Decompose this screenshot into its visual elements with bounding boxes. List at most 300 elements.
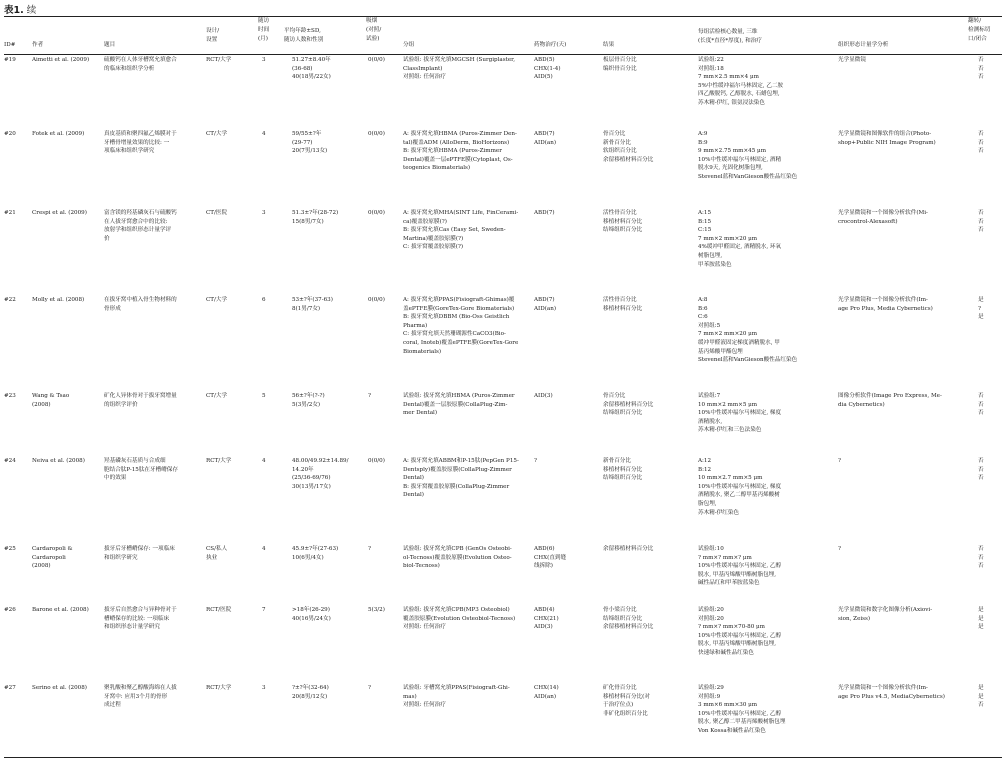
cell-smoking: 0(0/0) — [368, 297, 385, 303]
cell-group: mas) — [403, 693, 417, 700]
cell-topic: 聚乳酸和聚乙醇酸海绵在人拔 — [104, 685, 177, 691]
cell-id: #20 — [4, 131, 16, 137]
cell-sample: 5%中性缓冲福尔马林固定, 乙二胺 — [698, 82, 784, 89]
cell-topic: 价 — [104, 235, 110, 242]
cell-analysis: ? — [838, 458, 841, 464]
cell-sample: B:12 — [698, 466, 712, 473]
cell-blind: 否 — [978, 148, 984, 155]
cell-sample: 试验组:20 — [698, 607, 724, 613]
cell-result: 骨小梁百分比 — [603, 607, 637, 613]
cell-sample: 酒精脱水, — [698, 418, 723, 425]
cell-smoking: 5(3/2) — [368, 607, 385, 613]
cell-group: 对照组: 任何治疗 — [403, 74, 446, 81]
cell-topic: 胞结合肽P-15肽在牙槽嵴保存 — [104, 466, 178, 473]
cell-group: ca)覆盖胶原膜(?) — [403, 218, 447, 225]
cell-smoking: 0(0/0) — [368, 210, 385, 216]
column-header-blind: 口/闭合 — [968, 36, 987, 42]
cell-analysis: crocontrol-Alexasoft) — [838, 218, 898, 225]
cell-age: 45.9±?年(27-63) — [292, 546, 339, 552]
cell-drug: ABD(4) — [534, 607, 555, 613]
cell-author: Molly et al. (2008) — [32, 297, 85, 303]
cell-design: CT/大学 — [206, 131, 228, 137]
cell-sample: 7 mm×2 mm×20 μm — [698, 331, 758, 338]
cell-analysis: 图像分析软件(Image Pro Express, Me- — [838, 393, 942, 399]
cell-smoking: ? — [368, 393, 371, 399]
cell-group: 盖ePTFE膜(GoreTex-Gore Biomaterials) — [403, 305, 515, 312]
cell-analysis: 光学显微镜和一个图像分析软件(Mi- — [838, 210, 928, 216]
cell-age: 30(13男/17女) — [292, 483, 331, 490]
cell-group: 试验组: 拔牙窝允填HBMA (Puros-Zimmer — [403, 393, 515, 399]
cell-blind: 是 — [978, 685, 984, 691]
cell-group: 覆盖胶原膜(Evolution Osteobiol-Tecnoss) — [403, 615, 516, 622]
cell-result: 活性骨百分比 — [603, 297, 637, 303]
cell-result: 骨百分比 — [603, 393, 626, 399]
cell-drug: ABD(5) — [534, 57, 555, 63]
cell-age: 8(1男/7女) — [292, 305, 321, 312]
column-header-sample: (长度*直径*厚度), 和治疗 — [698, 38, 762, 44]
cell-sample: 四乙酸脱钙, 乙醇脱水, 石蜡包埋, — [698, 91, 780, 98]
cell-design: CT/大学 — [206, 297, 228, 303]
cell-blind: 否 — [978, 131, 984, 137]
cell-blind: 否 — [978, 210, 984, 216]
cell-group: Dental)覆盖一层ePTFE膜(Cytoplast, Os- — [403, 156, 513, 163]
cell-group: B: 拔牙窝覆盖胶原膜(CollaPlug-Zimmer — [403, 483, 510, 490]
cell-group: 试验组: 拔牙窝允填CPB (GenOs Osteobi- — [403, 546, 512, 552]
cell-smoking: ? — [368, 685, 371, 691]
cell-sample: 缓冲甲醛液固定梯度酒精脱水, 甲 — [698, 340, 780, 346]
cell-sample: 试验组:7 — [698, 393, 721, 399]
cell-analysis: sion, Zeiss) — [838, 615, 871, 622]
cell-drug: ABD(7) — [534, 131, 555, 137]
cell-result: 编织骨百分比 — [603, 65, 637, 72]
cell-result: 板层骨百分比 — [603, 57, 637, 63]
cell-sample: 3 mm×6 mm×30 μm — [698, 702, 758, 709]
column-header-result: 结果 — [603, 42, 615, 48]
cell-sample: 7 mm×2 mm×20 μm — [698, 235, 758, 242]
cell-author: Serino et al. (2008) — [32, 685, 87, 691]
cell-group: B: 拔牙窝允填DBBM (Bio-Oss Geistlich — [403, 314, 510, 321]
cell-sample: 酒精脱水, 聚乙二醇甲基丙烯酸树 — [698, 492, 780, 499]
cell-topic: 真皮基质和聚四氟乙烯膜对于 — [104, 131, 177, 137]
cell-drug: AID(5) — [534, 74, 553, 81]
cell-drug: 线拆除) — [534, 563, 553, 570]
cell-sample: 4%缓冲甲醛固定, 酒精脱水, 环氧 — [698, 244, 782, 251]
cell-sample: 脱水9天, 光固化树脂包埋, — [698, 165, 763, 172]
cell-group: 试验组: 拔牙窝允填MGCSH (Surgiplaster, — [403, 57, 516, 63]
cell-followup: 4 — [262, 458, 266, 464]
column-header-drug: 药物治疗(天) — [534, 42, 567, 48]
cell-followup: 3 — [262, 210, 266, 216]
cell-age: 51.27±8.40年 — [292, 57, 331, 63]
cell-sample: B:15 — [698, 218, 712, 225]
cell-analysis: 光学显微镜和一个图像分析软件(Im- — [838, 685, 928, 691]
cell-id: #21 — [4, 210, 16, 216]
cell-id: #24 — [4, 458, 16, 464]
cell-author: Aimetti et al. (2009) — [32, 57, 90, 63]
cell-blind: ? — [978, 305, 981, 312]
cell-id: #25 — [4, 546, 16, 552]
cell-group: A: 拔牙窝允填PPAS(Fisiograft-Ghimas)覆 — [403, 297, 515, 303]
cell-blind: 是 — [978, 314, 984, 321]
cell-sample: 对照组:5 — [698, 322, 721, 329]
cell-age: ?±?年(32-64) — [292, 685, 329, 691]
cell-followup: 4 — [262, 546, 266, 552]
cell-blind: 否 — [978, 393, 984, 399]
column-header-smoking: 吸烟 — [366, 18, 378, 24]
cell-result: 骨百分比 — [603, 131, 626, 137]
cell-followup: 5 — [262, 393, 266, 399]
cell-result: 结缔组织百分比 — [603, 227, 643, 234]
cell-result: 结缔组织百分比 — [603, 615, 643, 622]
cell-followup: 3 — [262, 685, 266, 691]
column-header-id: ID# — [4, 42, 16, 48]
cell-analysis: shop+Public NIH Image Program) — [838, 139, 936, 146]
cell-topic: 矿化人异体骨对于拔牙窝增量 — [104, 393, 177, 399]
cell-design: RCT/大学 — [206, 458, 232, 464]
column-header-followup: 随访 — [258, 18, 270, 24]
cell-sample: 10%中性缓冲福尔马林固定, 乙醇 — [698, 710, 782, 717]
cell-result: 软组织百分比 — [603, 148, 637, 155]
column-header-topic: 题目 — [104, 42, 116, 48]
cell-age: 20(7男/13女) — [292, 148, 328, 155]
cell-topic: 槽嵴保存的比较: 一项临床 — [104, 615, 170, 622]
cell-design: 执业 — [206, 554, 218, 561]
cell-topic: 和组织学研究 — [104, 554, 138, 561]
cell-blind: 否 — [978, 74, 984, 81]
cell-drug: ABD(7) — [534, 297, 555, 303]
cell-group: Dentsply)覆盖胶原膜(CollaPlug-Zimmer — [403, 466, 512, 473]
cell-group: Dental) — [403, 475, 424, 482]
cell-blind: 是 — [978, 693, 984, 700]
cell-author: Barone et al. (2008) — [32, 607, 89, 613]
cell-age: 56±?年(?-?) — [292, 393, 325, 399]
cell-sample: 9 mm×2.75 mm×45 μm — [698, 148, 766, 155]
cell-blind: 否 — [978, 702, 984, 709]
cell-drug: AID(3) — [534, 624, 553, 631]
cell-result: 非矿化组织百分比 — [603, 710, 648, 717]
cell-author: Cardaropoli — [32, 554, 66, 561]
cell-age: >18年(26-29) — [292, 607, 330, 613]
cell-group: Martina)覆盖胶原膜(?) — [403, 235, 464, 242]
cell-age: 40(18男/22女) — [292, 74, 331, 81]
column-header-blind: 翻转/ — [968, 18, 982, 24]
cell-analysis: 光学显微镜和数字化图像分析(Axiovi- — [838, 607, 933, 613]
cell-age: 59/55±?年 — [292, 131, 322, 137]
cell-group: 试验组: 牙槽窝允填PPAS(Fisiograft-Ghi- — [403, 685, 510, 691]
cell-drug: ABD(7) — [534, 210, 555, 216]
cell-id: #23 — [4, 393, 16, 399]
cell-age: 48.00/49.92±14.89/ — [292, 458, 349, 464]
top-rule — [4, 16, 1002, 17]
cell-group: C: 拔牙窝允填天然珊瑚源性CaCO3(Bio- — [403, 331, 506, 338]
cell-sample: Stevenel蓝和VanGieson酸性品红染色 — [698, 174, 798, 180]
cell-smoking: 0(0/0) — [368, 57, 385, 63]
cell-topic: 在人拔牙窝愈合中的比较: — [104, 218, 168, 225]
cell-age: 15(8男/7女) — [292, 218, 324, 225]
bottom-rule — [4, 757, 1002, 758]
cell-group: A: 拔牙窝允填MHA(SINT Life, FinCerami- — [403, 210, 519, 216]
cell-result: 移植材料百分比 — [603, 466, 643, 473]
cell-sample: Von Kossa和碱性品红染色 — [698, 728, 766, 734]
cell-result: 余留移植材料百分比 — [603, 624, 654, 631]
cell-sample: ? mm×? mm×? μm — [698, 554, 752, 561]
cell-result: 移植材料百分比 — [603, 218, 643, 225]
cell-topic: 硫酸钙在人体牙槽窝允填愈合 — [104, 57, 177, 63]
cell-blind: 是 — [978, 615, 984, 622]
cell-drug: CHX(14) — [534, 685, 559, 691]
column-header-sample: 每组活检核心数量, 三维 — [698, 29, 758, 35]
cell-blind: 否 — [978, 401, 984, 408]
cell-topic: 在拔牙窝中植入骨生物材料的 — [104, 297, 177, 303]
column-header-analysis: 组织形态计量学分析 — [838, 42, 889, 48]
cell-blind: 否 — [978, 227, 984, 234]
cell-result: 结缔组织百分比 — [603, 475, 643, 482]
cell-topic: 牙窝中: 应用3个月的骨形 — [104, 693, 168, 700]
cell-followup: 4 — [262, 131, 266, 137]
column-header-smoking: 试验) — [366, 36, 380, 42]
cell-group: biol-Tecnoss) — [403, 563, 440, 570]
cell-group: 试验组: 拔牙窝允填CPB(MP3 Osteobiol) — [403, 607, 510, 613]
cell-sample: A:12 — [698, 458, 712, 464]
cell-result: 于治疗位点) — [603, 702, 634, 709]
cell-analysis: age Pro Plus v4.5, MediaCybernetics) — [838, 693, 945, 700]
cell-sample: 脱水, 甲基丙烯酸甲酯树脂包埋, — [698, 641, 777, 648]
cell-author: Neiva et al. (2008) — [32, 458, 85, 464]
cell-drug: ABD(6) — [534, 546, 555, 552]
cell-sample: 10 mm×2 mm×5 μm — [698, 401, 758, 408]
cell-group: coral, Inoteb)覆盖ePTFE膜(GoreTex-Gore — [403, 340, 519, 346]
cell-sample: A:8 — [698, 297, 708, 303]
cell-age: 40(16男/24女) — [292, 615, 331, 622]
cell-drug: ? — [534, 458, 537, 464]
cell-result: 余留移植材料百分比 — [603, 401, 654, 408]
cell-drug: AID(3) — [534, 393, 553, 399]
table-caption — [4, 2, 36, 16]
cell-result: 移植材料百分比(对 — [603, 693, 650, 700]
cell-sample: Stevenel蓝和VanGieson酸性品红染色 — [698, 357, 798, 364]
cell-author: Cardaropoli & — [32, 546, 73, 552]
cell-drug: AID(an) — [534, 693, 557, 700]
column-header-design: 设计/ — [206, 28, 220, 34]
cell-age: 53±?年(37-63) — [292, 297, 333, 303]
cell-group: A: 拔牙窝允填ABBM和P-15肽(PepGen P15- — [403, 458, 519, 464]
cell-blind: 否 — [978, 139, 984, 146]
column-header-age: 随访人数和性别 — [284, 37, 324, 43]
cell-sample: 快速绿和碱性品红染色 — [698, 650, 754, 656]
cell-result: 新骨百分比 — [603, 458, 631, 464]
column-header-design: 设置 — [206, 37, 218, 43]
column-header-followup: (月) — [258, 36, 268, 42]
cell-sample: 7 mm×2.5 mm×4 μm — [698, 74, 759, 81]
cell-sample: 树脂包埋, — [698, 253, 723, 259]
cell-result: 余留移植材料百分比 — [603, 546, 654, 552]
cell-group: ol-Tecnoss)覆盖胶原膜(Evolution Osteo- — [403, 554, 512, 561]
cell-topic: 拔牙后牙槽嵴保存: 一项临床 — [104, 546, 175, 552]
cell-blind: 否 — [978, 218, 984, 225]
column-header-author: 作者 — [32, 42, 44, 48]
cell-group: 对照组: 任何治疗 — [403, 702, 446, 709]
cell-sample: 试验组:29 — [698, 685, 724, 691]
cell-sample: B:9 — [698, 139, 708, 146]
cell-topic: 富含镁的羟基磷灰石与硫酸钙 — [104, 210, 177, 216]
cell-design: RCT/医院 — [206, 607, 232, 613]
cell-author: Crespi et al. (2009) — [32, 210, 87, 216]
cell-topic: 骨形成 — [104, 305, 121, 312]
cell-id: #19 — [4, 57, 16, 63]
cell-topic: 羟基磷灰石基质与合成细 — [104, 458, 166, 464]
cell-design: RCT/大学 — [206, 57, 232, 63]
cell-author: (2008) — [32, 401, 51, 408]
column-header-group: 分组 — [403, 42, 415, 48]
cell-topic: 牙槽骨增量效果的比较: 一 — [104, 139, 170, 146]
cell-blind: 否 — [978, 57, 984, 63]
cell-smoking: ? — [368, 546, 371, 552]
cell-sample: 甲苯胺蓝染色 — [698, 261, 732, 268]
cell-sample: 10%中性缓冲福尔马林固定, 酒精 — [698, 156, 782, 163]
cell-followup: 7 — [262, 607, 266, 613]
cell-topic: 项临床和组织学研究 — [104, 148, 155, 155]
cell-sample: C:6 — [698, 314, 708, 321]
cell-blind: 否 — [978, 458, 984, 464]
cell-sample: B:6 — [698, 305, 708, 312]
cell-sample: 对照组:20 — [698, 615, 724, 622]
cell-sample: A:9 — [698, 131, 708, 137]
cell-age: 14.20年 — [292, 466, 314, 473]
cell-blind: 否 — [978, 475, 984, 482]
cell-author: Wang & Tsao — [32, 393, 70, 399]
column-header-followup: 时间 — [258, 27, 270, 33]
cell-topic: 放射学和组织形态计量学评 — [104, 227, 172, 234]
cell-sample: ? mm×? mm×70-80 μm — [698, 624, 765, 631]
cell-design: CS/私人 — [206, 546, 228, 552]
cell-author: (2008) — [32, 563, 51, 570]
cell-result: 余留移植材料百分比 — [603, 156, 654, 163]
cell-group: Dental) — [403, 492, 424, 499]
cell-blind: 否 — [978, 466, 984, 473]
cell-group: mer Dental) — [403, 410, 438, 417]
cell-result: 移植材料百分比 — [603, 305, 643, 312]
cell-topic: 中的效果 — [104, 475, 127, 482]
cell-smoking: 0(0/0) — [368, 458, 385, 464]
cell-drug: CHX(直到缝 — [534, 554, 567, 561]
cell-blind: 是 — [978, 297, 984, 303]
cell-topic: 拔牙后自然愈合与异种骨对于 — [104, 607, 177, 613]
cell-blind: 否 — [978, 546, 984, 552]
cell-group: B: 拔牙窝允填Cas (Easy Set, Sweden- — [403, 227, 506, 234]
cell-sample: A:15 — [698, 210, 712, 216]
cell-analysis: 光学显微镜 — [838, 57, 866, 63]
cell-group: teogenics Biomaterials) — [403, 165, 471, 172]
cell-blind: 否 — [978, 65, 984, 72]
cell-sample: 对照组:18 — [698, 65, 724, 72]
cell-analysis: 光学显微镜和图像软件的组合(Photo- — [838, 131, 932, 137]
cell-sample: 试验组:22 — [698, 57, 724, 63]
cell-topic: 的临床和组织学分析 — [104, 65, 155, 72]
cell-blind: 是 — [978, 624, 984, 631]
cell-result: 矿化骨百分比 — [603, 685, 637, 691]
cell-age: 5(3男/2女) — [292, 401, 321, 408]
cell-age: 10(6男/4女) — [292, 554, 324, 561]
cell-age: 20(8男/12女) — [292, 693, 328, 700]
cell-result: 新骨百分比 — [603, 139, 631, 146]
cell-result: 结缔组织百分比 — [603, 410, 643, 417]
cell-sample: 10%中性缓冲福尔马林固定, 梯度 — [698, 483, 782, 490]
table-caption-text: 续 — [26, 5, 37, 16]
cell-group: 对照组: 任何治疗 — [403, 624, 446, 631]
cell-group: Dental)覆盖一层胶原膜(CollaPlug-Zim- — [403, 401, 508, 408]
cell-group: ClassImplant) — [403, 65, 443, 72]
header-rule — [4, 54, 1002, 55]
cell-sample: 基丙烯酸甲酯包埋 — [698, 348, 743, 355]
cell-sample: 对照组:9 — [698, 693, 721, 700]
cell-age: (25/36-69/76) — [292, 475, 331, 482]
cell-id: #27 — [4, 685, 16, 691]
cell-group: Biomaterials) — [403, 348, 442, 355]
cell-author: Fotek et al. (2009) — [32, 131, 85, 137]
cell-analysis: age Pro Plus, Media Cybernetics) — [838, 305, 933, 312]
cell-age: (36-68) — [292, 65, 313, 72]
column-header-age: 平均年龄±SD, — [284, 28, 321, 34]
cell-drug: CHX(21) — [534, 615, 559, 622]
cell-design: CT/大学 — [206, 393, 228, 399]
cell-blind: 否 — [978, 410, 984, 417]
table-label: 表1. — [4, 5, 24, 16]
cell-sample: 苏木精-伊红和三色法染色 — [698, 427, 762, 434]
column-header-blind: 检测标切 — [968, 27, 991, 33]
cell-analysis: ? — [838, 546, 841, 552]
cell-sample: 10%中性缓冲福尔马林固定, 乙醇 — [698, 632, 782, 639]
cell-blind: 否 — [978, 554, 984, 561]
cell-followup: 3 — [262, 57, 266, 63]
cell-sample: 脂包埋, — [698, 501, 717, 507]
cell-sample: 10%中性缓冲福尔马林固定, 乙醇 — [698, 563, 782, 570]
cell-age: 51.3±?年(28-72) — [292, 210, 339, 216]
cell-followup: 6 — [262, 297, 266, 303]
cell-group: tal)覆盖ADM (AlloDerm, BioHorizons) — [403, 139, 510, 146]
cell-design: CT/医院 — [206, 210, 228, 216]
cell-analysis: 光学显微镜和一个图像分析软件(Im- — [838, 297, 928, 303]
cell-blind: 是 — [978, 607, 984, 613]
cell-topic: 成过程 — [104, 702, 121, 709]
cell-id: #22 — [4, 297, 16, 303]
cell-group: B: 拔牙窝允填HBMA (Puros-Zimmer — [403, 148, 502, 155]
cell-topic: 和组织形态计量学研究 — [104, 624, 160, 631]
cell-sample: 10%中性缓冲福尔马林固定, 梯度 — [698, 410, 782, 417]
cell-sample: 碱性品红和甲苯胺蓝染色 — [698, 580, 760, 587]
cell-sample: 脱水, 聚乙醇二甲基丙烯酸树脂包埋 — [698, 719, 786, 726]
cell-design: RCT/大学 — [206, 685, 232, 691]
cell-sample: 苏木精-伊红, 银氨浸法染色 — [698, 100, 765, 106]
cell-sample: 脱水, 甲基丙烯酸甲酯树脂包埋, — [698, 571, 777, 578]
cell-group: Pharma) — [403, 322, 428, 329]
cell-sample: 苏木精-伊红染色 — [698, 509, 740, 516]
cell-result: 活性骨百分比 — [603, 210, 637, 216]
cell-topic: 的组织学评价 — [104, 401, 138, 408]
cell-age: (29-77) — [292, 139, 313, 146]
cell-group: A: 拔牙窝允填HBMA (Puros-Zimmer Den- — [403, 131, 517, 137]
cell-analysis: dia Cybernetics) — [838, 401, 885, 408]
cell-id: #26 — [4, 607, 16, 613]
cell-group: C: 拔牙窝覆盖胶原膜(?) — [403, 244, 464, 251]
cell-drug: AID(an) — [534, 139, 557, 146]
cell-drug: AID(an) — [534, 305, 557, 312]
cell-drug: CHX(1-4) — [534, 65, 561, 72]
column-header-smoking: (对照/ — [366, 27, 382, 33]
cell-sample: 10 mm×2.7 mm×5 μm — [698, 475, 763, 482]
cell-blind: 否 — [978, 563, 984, 570]
cell-sample: C:15 — [698, 227, 712, 234]
cell-sample: 试验组:10 — [698, 546, 724, 552]
